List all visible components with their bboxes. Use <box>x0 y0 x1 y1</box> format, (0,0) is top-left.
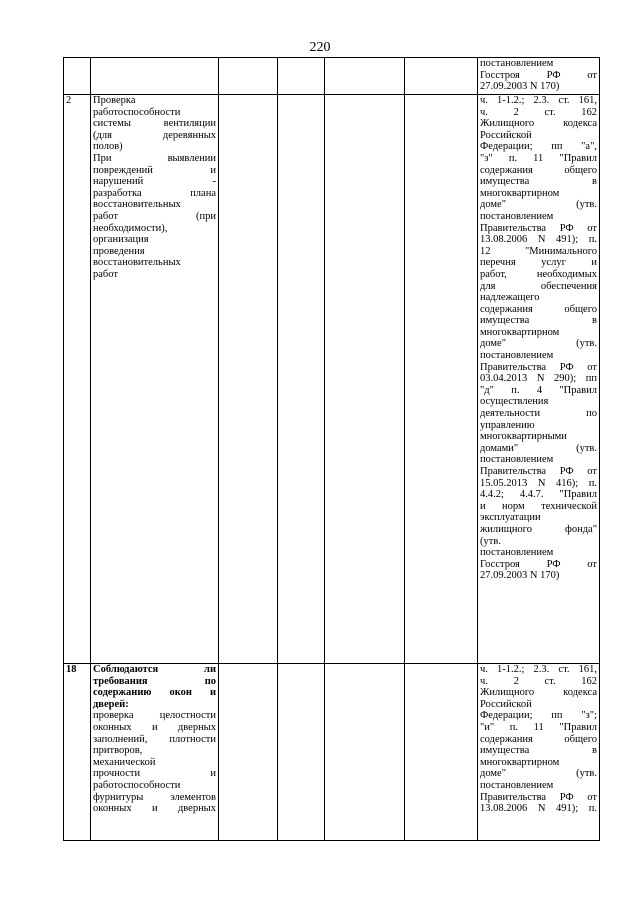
text-line: организация <box>93 234 149 246</box>
table-row <box>64 95 600 664</box>
text-line: 03.04.2013 N 290); пп <box>480 373 597 385</box>
text-line: работоспособности <box>93 106 181 118</box>
text-line: работ (при <box>93 210 216 222</box>
description-cell <box>91 58 219 95</box>
text-line: Правительства РФ от <box>480 466 597 477</box>
text-line: (для деревянных <box>93 129 216 141</box>
text-line: полов) <box>93 141 123 153</box>
empty-cell <box>219 664 278 841</box>
text-line: работ, необходимых <box>480 268 597 280</box>
text-line: Федерации; пп "з"; <box>480 710 597 722</box>
text-line: 27.09.2003 N 170) <box>480 81 560 93</box>
text-line: Проверка <box>93 95 136 106</box>
table-row <box>64 58 600 95</box>
text-line: притворов, <box>93 745 143 757</box>
text-line: Соблюдаются ли <box>93 664 216 675</box>
text-line: Жилищного кодекса <box>480 118 597 130</box>
text-line: постановлением <box>480 350 554 362</box>
text-line: оконных и дверных <box>93 803 216 815</box>
row-number-cell: 2 <box>64 95 91 664</box>
text-line: эксплуатации <box>480 512 541 524</box>
text-line: Правительства РФ от <box>480 361 597 373</box>
text-line: Правительства РФ от <box>480 222 597 234</box>
text-line: 12 "Минимального <box>480 245 597 257</box>
empty-cell <box>278 95 325 664</box>
text-line: Жилищного кодекса <box>480 687 597 699</box>
text-line: необходимости), <box>93 222 168 234</box>
text-line: надлежащего <box>480 292 540 304</box>
empty-cell <box>325 664 405 841</box>
text-line: При выявлении <box>93 152 216 164</box>
text-line: имущества в <box>480 176 597 188</box>
text-line: содержания общего <box>480 303 597 315</box>
text-line: 13.08.2006 N 491); п. <box>480 803 597 815</box>
requirement-heading <box>93 664 216 710</box>
requirement-details <box>93 710 216 814</box>
description-cell <box>91 664 219 841</box>
text-line: домами" (утв. <box>480 442 597 454</box>
text-line: Госстроя РФ от <box>480 69 597 81</box>
empty-cell <box>219 58 278 95</box>
text-line: Госстроя РФ от <box>480 558 597 570</box>
text-line: восстановительных <box>93 199 181 211</box>
text-line: имущества в <box>480 745 597 757</box>
text-line: имущества в <box>480 315 597 327</box>
page-number: 220 <box>309 40 331 55</box>
text-line: ч. 1-1.2.; 2.3. ст. 161, <box>480 95 597 106</box>
text-line: жилищного фонда" <box>480 523 597 535</box>
text-line: постановлением <box>480 779 554 791</box>
text-line: работ <box>93 268 118 280</box>
text-line: Федерации; пп "а", <box>480 141 597 153</box>
text-line: фурнитуры элементов <box>93 791 216 803</box>
text-line: работоспособности <box>93 779 181 791</box>
text-line: постановлением <box>480 210 554 222</box>
text-line: постановлением <box>480 454 554 466</box>
text-line: ч. 2 ст. 162 <box>480 106 597 118</box>
text-line: Правительства РФ от <box>480 791 597 803</box>
text-line: многоквартирном <box>480 187 560 199</box>
empty-cell <box>325 58 405 95</box>
text-line: многоквартирном <box>480 326 560 338</box>
text-line: доме" (утв. <box>480 338 597 350</box>
text-line: доме" (утв. <box>480 199 597 211</box>
legal-basis-cell <box>478 95 600 664</box>
text-line: нарушений - <box>93 176 216 188</box>
text-line: "з" п. 11 "Правил <box>480 152 597 164</box>
text-line: ч. 2 ст. 162 <box>480 675 597 687</box>
text-line: требования по <box>93 675 216 687</box>
text-line: механической <box>93 756 156 768</box>
text-line: многоквартирными <box>480 431 567 443</box>
text-line: 4.4.2; 4.4.7. "Правил <box>480 489 597 501</box>
text-line: Российской <box>480 698 532 710</box>
text-line: содержанию окон и <box>93 687 216 699</box>
text-line: прочности и <box>93 768 216 780</box>
text-line: (утв. <box>480 535 501 547</box>
empty-cell <box>325 95 405 664</box>
legal-basis-cell <box>478 664 600 841</box>
text-line: управлению <box>480 419 535 431</box>
text-line: и норм технической <box>480 500 597 512</box>
text-line: ч. 1-1.2.; 2.3. ст. 161, <box>480 664 597 675</box>
text-line: разработка плана <box>93 187 216 199</box>
text-line: системы вентиляции <box>93 118 216 130</box>
text-line: перечня услуг и <box>480 257 597 269</box>
text-line: доме" (утв. <box>480 768 597 780</box>
text-line: проверка целостности <box>93 710 216 722</box>
text-line: многоквартирном <box>480 756 560 768</box>
empty-cell <box>405 58 478 95</box>
text-line: содержания общего <box>480 733 597 745</box>
text-line: 13.08.2006 N 491); п. <box>480 234 597 246</box>
empty-cell <box>405 95 478 664</box>
text-line: содержания общего <box>480 164 597 176</box>
text-line: 15.05.2013 N 416); п. <box>480 477 597 489</box>
text-line: оконных и дверных <box>93 721 216 733</box>
text-line: осуществления <box>480 396 549 408</box>
empty-cell <box>278 58 325 95</box>
text-line: дверей: <box>93 698 129 710</box>
table-row <box>64 664 600 841</box>
text-line: повреждений и <box>93 164 216 176</box>
text-line: "и" п. 11 "Правил <box>480 721 597 733</box>
empty-cell <box>405 664 478 841</box>
text-line: "д" п. 4 "Правил <box>480 384 597 396</box>
text-line: заполнений, плотности <box>93 733 216 745</box>
row-number-cell: 18 <box>64 664 91 841</box>
text-line: проведения <box>93 245 145 257</box>
empty-cell <box>219 95 278 664</box>
text-line: постановлением <box>480 547 554 559</box>
text-line: деятельности по <box>480 408 597 420</box>
description-cell <box>91 95 219 664</box>
text-line: постановлением <box>480 58 554 69</box>
text-line: 27.09.2003 N 170) <box>480 570 560 582</box>
requirements-table <box>63 57 600 841</box>
text-line: восстановительных <box>93 257 181 269</box>
row-number-cell <box>64 58 91 95</box>
text-line: для обеспечения <box>480 280 597 292</box>
legal-basis-cell <box>478 58 600 95</box>
empty-cell <box>278 664 325 841</box>
text-line: Российской <box>480 129 532 141</box>
